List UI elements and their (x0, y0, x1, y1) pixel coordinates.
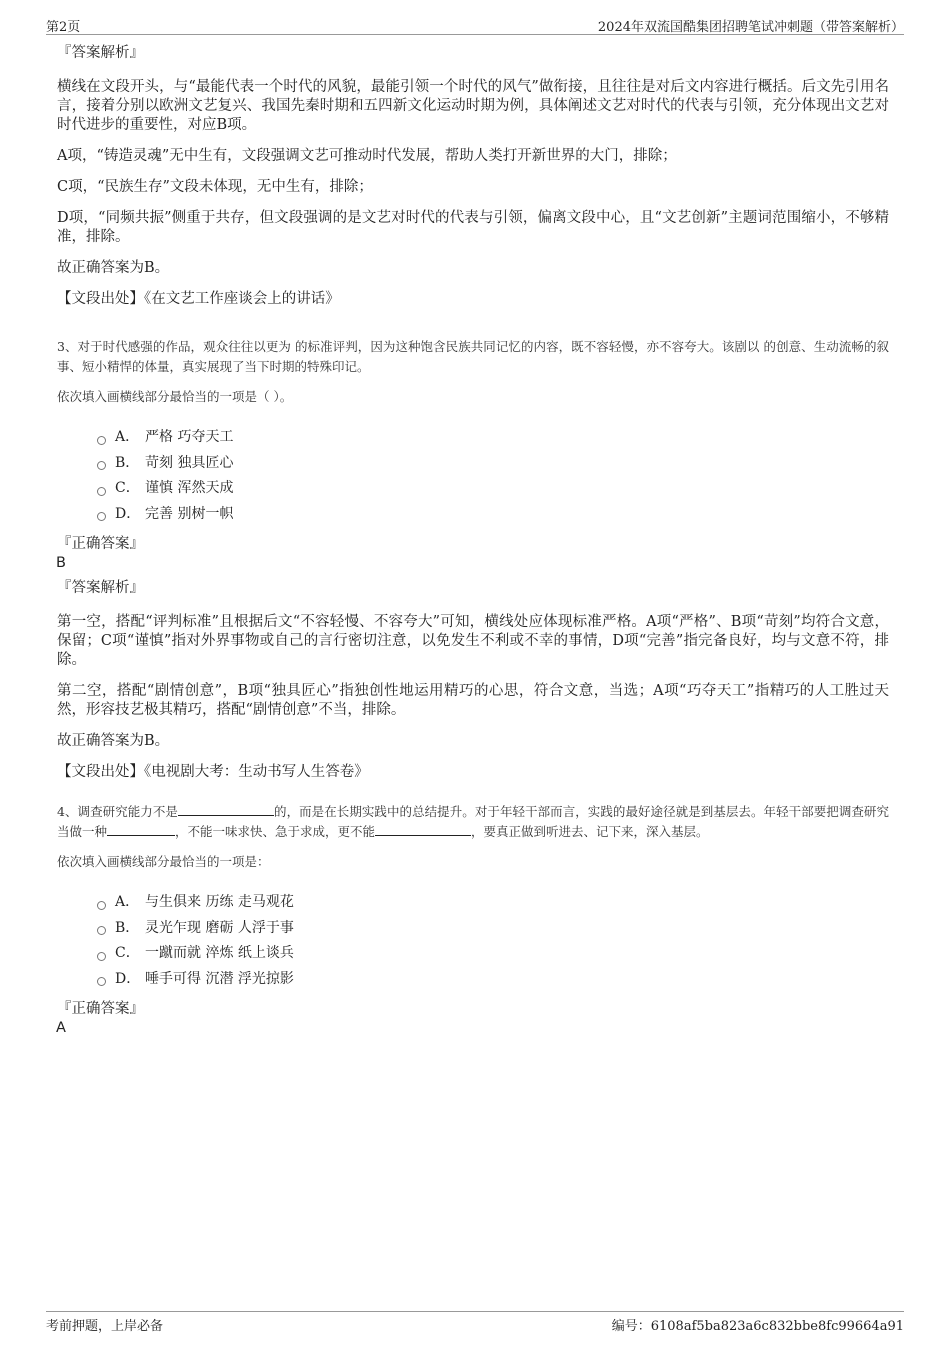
option-text: 一蹴而就 淬炼 纸上谈兵 (145, 945, 294, 961)
option-letter: A． (115, 429, 140, 445)
correct-answer-value: A (56, 1020, 66, 1036)
stem-text: 的，而是在长期实践中的总结提升。对于年轻干部而言，实践的最好途径就是到基层去。年轻干部要把调查研究当做一种 (57, 804, 889, 839)
option-text: 唾手可得 沉潜 浮光掠影 (145, 970, 294, 987)
analysis-paragraph: 横线在文段开头，与“最能代表一个时代的风貌，最能引领一个时代的风气”做衔接，且往往是对后文内容进行概括。后文先引用名言，接着分别以欧洲文艺复兴、我国先秦时期和五四新文化运动时期为例，具体阐述文艺对时代的代表与引领，充分体现出文艺对时代进步的重要性，对应B项。 (57, 79, 889, 133)
option-a[interactable] (97, 890, 889, 916)
analysis-paragraph: D项，“同频共振”侧重于共存，但文段强调的是文艺对时代的代表与引领，偏离文段中心，且“文艺创新”主题词范围缩小，不够精准，排除。 (57, 210, 889, 245)
radio-icon[interactable] (97, 487, 106, 496)
option-letter: D． (115, 970, 141, 987)
fill-blank (107, 822, 175, 836)
document-title: 2024年双流国酷集团招聘笔试冲刺题（带答案解析） (597, 20, 904, 35)
radio-icon[interactable] (97, 901, 106, 910)
option-b[interactable] (97, 916, 889, 942)
option-text: 严格 巧夺天工 (145, 429, 234, 445)
q2-analysis (57, 44, 889, 309)
radio-icon[interactable] (97, 436, 106, 445)
question-3 (57, 337, 889, 782)
stem-text: 4、调查研究能力不是 (57, 804, 178, 819)
analysis-paragraph: 第二空，搭配“剧情创意”，B项“独具匠心”指独创性地运用精巧的心思，符合文意，当选；A项“巧夺天工”指精巧的人工胜过天然，形容技艺极其精巧，搭配“剧情创意”不当，排除。 (57, 683, 889, 718)
option-list (97, 425, 889, 527)
analysis-label: 『答案解析』 (57, 580, 144, 596)
question-4 (57, 802, 889, 1038)
option-c[interactable] (97, 476, 889, 502)
page-number: 第2页 (46, 20, 81, 35)
option-letter: C． (115, 945, 140, 961)
radio-icon[interactable] (97, 952, 106, 961)
page-footer (46, 1311, 904, 1334)
analysis-paragraph: A项，“铸造灵魂”无中生有，文段强调文艺可推动时代发展，帮助人类打开新世界的大门，排除； (57, 148, 677, 164)
question-prompt: 依次填入画横线部分最恰当的一项是： (57, 854, 270, 869)
option-b[interactable] (97, 451, 889, 477)
fill-blank (375, 822, 471, 836)
radio-icon[interactable] (97, 977, 106, 986)
option-letter: B． (115, 919, 140, 936)
option-d[interactable] (97, 967, 889, 993)
option-c[interactable] (97, 941, 889, 967)
analysis-paragraph: C项，“民族生存”文段未体现，无中生有，排除； (57, 179, 373, 195)
analysis-label: 『答案解析』 (57, 45, 144, 61)
passage-source: 【文段出处】《电视剧大考：生动书写人生答卷》 (57, 764, 369, 780)
footer-slogan: 考前押题，上岸必备 (46, 1319, 164, 1334)
option-letter: B． (115, 454, 140, 471)
analysis-conclusion: 故正确答案为B。 (57, 733, 170, 749)
option-d[interactable] (97, 502, 889, 528)
radio-icon[interactable] (97, 512, 106, 521)
option-letter: A． (115, 894, 140, 910)
analysis-paragraph: 第一空，搭配“评判标准”且根据后文“不容轻慢、不容夸大”可知，横线处应体现标准严格。A项“严格”、B项“苛刻”均符合文意，保留；C项“谨慎”指对外界事物或自己的言行密切注意，以免发生不利或不幸的事情，D项“完善”指完备良好，均与文意不符，排除。 (57, 614, 889, 668)
option-letter: C． (115, 480, 140, 496)
option-text: 完善 别树一帜 (145, 505, 234, 522)
option-letter: D． (115, 505, 141, 522)
question-stem: 3、对于时代感强的作品，观众往往以更为 的标准评判，因为这种饱含民族共同记忆的内容，既不容轻慢，亦不容夸大。该剧以 的创意、生动流畅的叙事、短小精悍的体量，真实展现了当下时期的特殊印记。 (57, 339, 889, 374)
option-text: 与生俱来 历练 走马观花 (145, 894, 294, 910)
radio-icon[interactable] (97, 926, 106, 935)
passage-source: 【文段出处】《在文艺工作座谈会上的讲话》 (57, 291, 340, 307)
stem-text: ，要真正做到听进去、记下来，深入基层。 (471, 824, 709, 839)
option-text: 灵光乍现 磨砺 人浮于事 (145, 919, 294, 936)
page-header (46, 14, 904, 35)
radio-icon[interactable] (97, 461, 106, 470)
option-list (97, 890, 889, 992)
question-stem (57, 802, 889, 842)
correct-answer-label: 『正确答案』 (57, 536, 144, 552)
question-prompt: 依次填入画横线部分最恰当的一项是（ ）。 (57, 389, 293, 404)
option-text: 谨慎 浑然天成 (145, 480, 234, 496)
fill-blank (178, 802, 274, 816)
correct-answer-value: B (56, 555, 66, 571)
page-content (57, 44, 889, 1044)
option-text: 苛刻 独具匠心 (145, 454, 234, 471)
stem-text: ，不能一味求快、急于求成，更不能 (175, 824, 376, 839)
footer-serial: 编号：6108af5ba823a6c832bbe8fc99664a91 (611, 1319, 904, 1334)
analysis-conclusion: 故正确答案为B。 (57, 260, 170, 276)
correct-answer-label: 『正确答案』 (57, 1001, 144, 1017)
option-a[interactable] (97, 425, 889, 451)
